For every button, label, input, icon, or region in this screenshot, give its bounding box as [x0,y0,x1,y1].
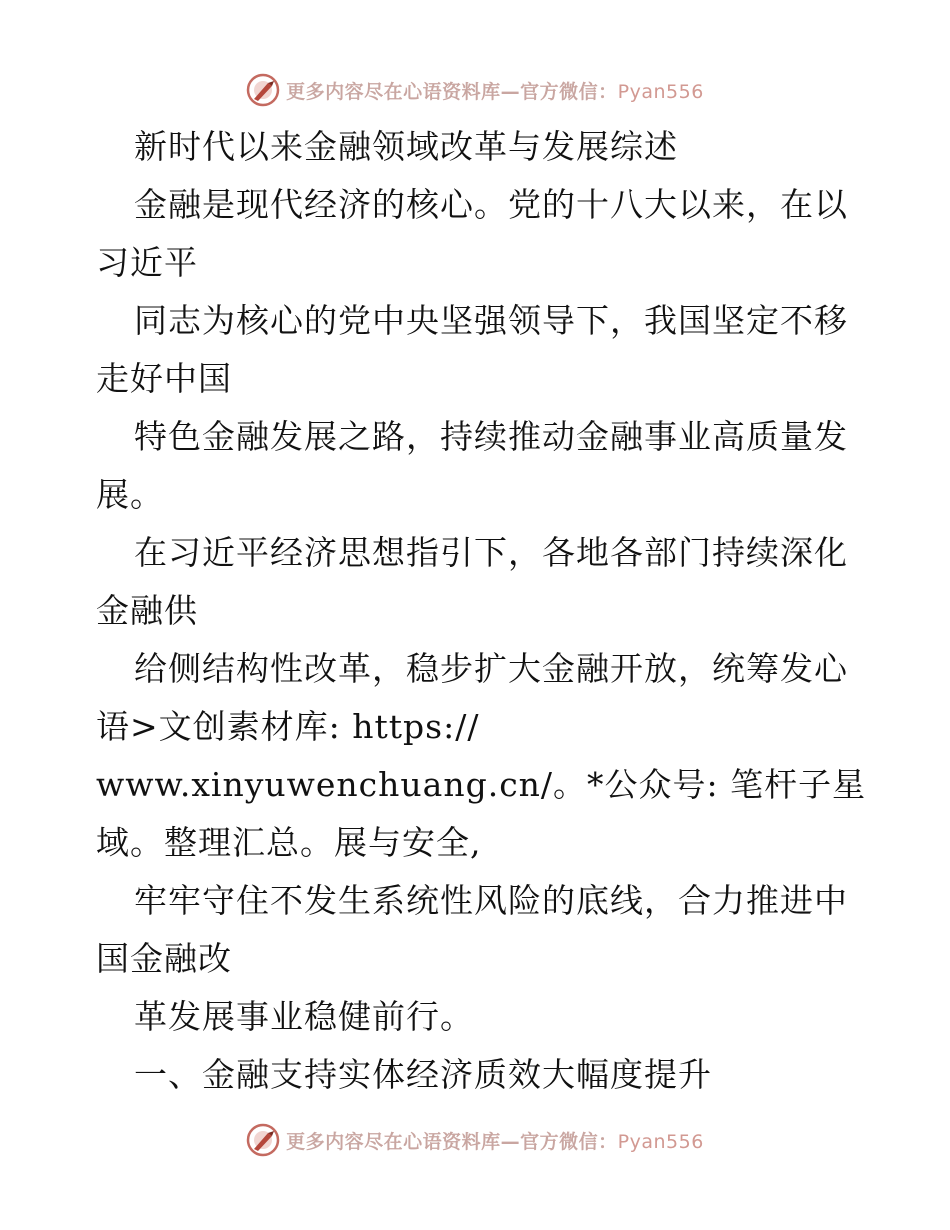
footer-watermark [0,1120,950,1160]
text-line: 国金融改 [96,939,232,978]
text-line: 一、金融支持实体经济质效大幅度提升 [134,1055,712,1094]
watermark-text: 更多内容尽在心语资料库—官方微信：Pyan556 [286,80,704,103]
text-line: 金融供 [96,591,198,630]
text-line: 牢牢守住不发生系统性风险的底线，合力推进中 [134,881,848,920]
watermark-text: 更多内容尽在心语资料库—官方微信：Pyan556 [286,1130,704,1153]
document-body [96,118,866,1104]
text-line: 特色金融发展之路，持续推动金融事业高质量发 [134,417,848,456]
text-line: 金融是现代经济的核心。党的十八大以来，在以 [134,185,848,224]
text-line: 习近平 [96,243,198,282]
text-line: 语>文创素材库: https:// [96,707,480,746]
text-line: www.xinyuwenchuang.cn/。*公众号: 笔杆子星 [96,765,867,804]
text-line: 同志为核心的党中央坚强领导下，我国坚定不移 [134,301,848,340]
watermark-group [246,1123,704,1157]
text-line: 展。 [96,475,164,514]
pen-logo-icon [246,73,280,107]
text-line: 在习近平经济思想指引下，各地各部门持续深化 [134,533,848,572]
text-line: 走好中国 [96,359,232,398]
text-line: 新时代以来金融领域改革与发展综述 [134,127,678,166]
pen-logo-icon [246,1123,280,1157]
text-line: 域。整理汇总。展与安全, [96,823,482,862]
text-line: 给侧结构性改革，稳步扩大金融开放，统筹发心 [134,649,848,688]
watermark-group [246,73,704,107]
text-line: 革发展事业稳健前行。 [134,997,474,1036]
header-watermark [0,70,950,110]
